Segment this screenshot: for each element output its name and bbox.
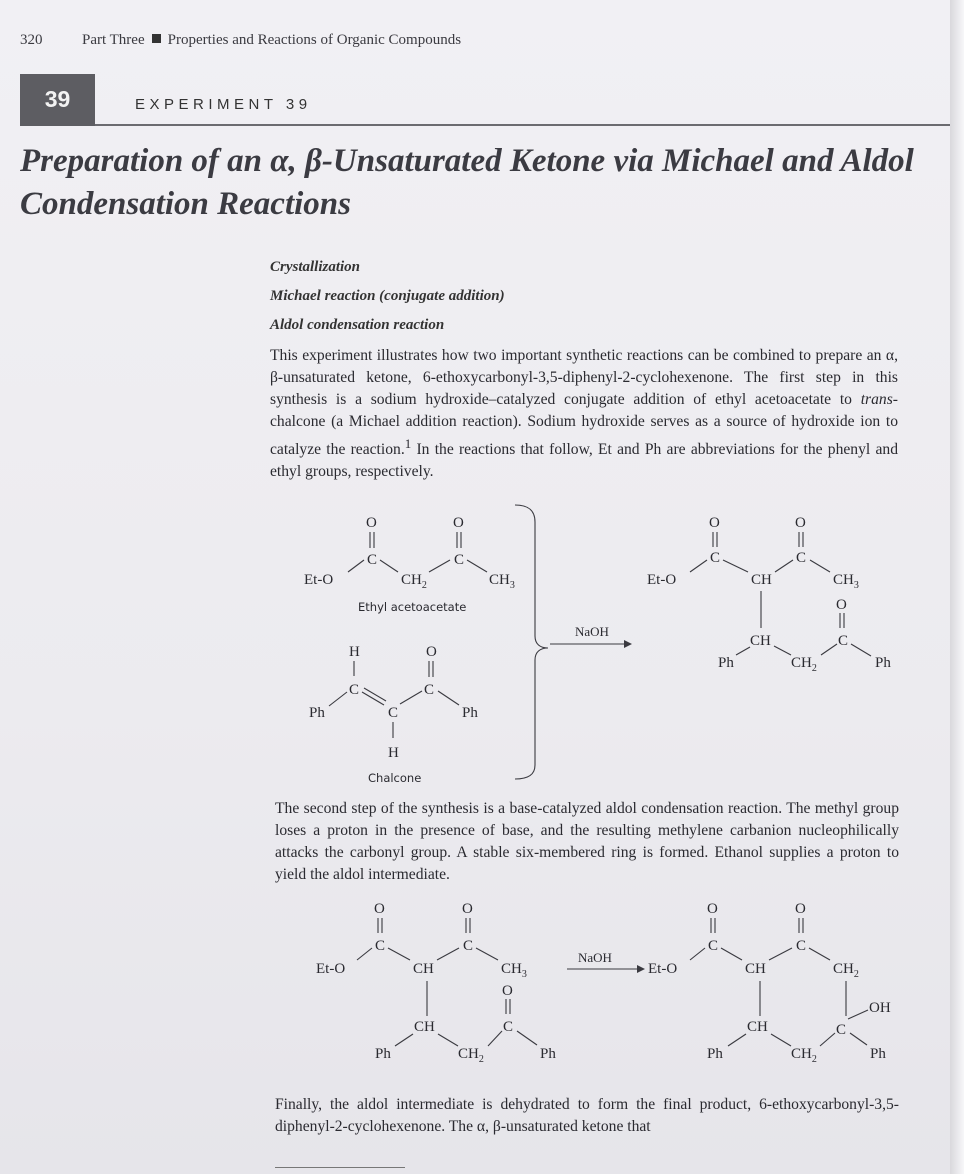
dehydration-paragraph: Finally, the aldol intermediate is dehydrated to form the final product, 6-ethoxycarbonyl-3,5-diphenyl-2-cyclohexenone. The α, β-unsaturated ketone that	[275, 1096, 899, 1135]
keyword-item: Aldol condensation reaction	[270, 317, 445, 333]
atom-label: O	[426, 644, 437, 660]
intro-text-1: This experiment illustrates how two important synthetic reactions can be combined to prepare an α, β-unsaturated ketone, 6-ethoxycarbonyl-3,5-diphenyl-2-cyclohexenone. The first step in this synthesis is a sodium hydroxide–catalyzed conjugate addition of ethyl acetoacetate to	[270, 347, 898, 408]
atom-label: CH	[745, 961, 766, 977]
reactant-bracket	[515, 505, 548, 779]
atom-label: O	[795, 901, 806, 917]
atom-label: $CH_3$	[501, 961, 527, 980]
atom-label: $CH_3$	[489, 572, 515, 591]
atom-label: CH	[747, 1019, 768, 1035]
chalcone-label: Chalcone	[368, 771, 422, 785]
naoh-label-2: NaOH	[578, 950, 612, 965]
atom-label: CH	[414, 1019, 435, 1035]
atom-label: C	[710, 550, 721, 566]
atom-label: Et-O	[647, 572, 677, 588]
atom-label: C	[708, 938, 719, 954]
atom-label: O	[462, 901, 473, 917]
atom-label: O	[709, 515, 720, 531]
keyword-item: Crystallization	[270, 259, 361, 275]
atom-label: O	[453, 515, 464, 531]
atom-label: C	[463, 938, 474, 954]
experiment-title: Preparation of an α, β-Unsaturated Ketone via Michael and Aldol Condensation Reactions	[20, 143, 914, 222]
atom-label: C	[454, 552, 465, 568]
atom-label: Et-O	[304, 572, 334, 588]
page-number: 320	[20, 32, 43, 48]
atom-label: CH	[750, 633, 771, 649]
atom-label: $CH_2$	[833, 961, 859, 980]
atom-label: Ph	[870, 1046, 886, 1062]
footnote-marker: 1	[404, 436, 412, 451]
atom-label: C	[388, 705, 399, 721]
atom-label: O	[366, 515, 377, 531]
atom-label: $CH_3$	[833, 572, 859, 591]
atom-label: Ph	[375, 1046, 391, 1062]
michael-adduct-structure-2	[316, 901, 556, 1065]
ethyl-acetoacetate-structure	[304, 515, 515, 614]
atom-label: CH	[413, 961, 434, 977]
atom-label: H	[388, 745, 399, 761]
experiment-number-badge: 39	[20, 74, 95, 126]
atom-label: $CH_2$	[791, 1046, 817, 1065]
ethyl-acetoacetate-label: Ethyl acetoacetate	[358, 600, 467, 614]
arrowhead-icon	[624, 640, 632, 648]
intro-text-3: In the reactions that follow, Et and Ph are abbreviations for the phenyl and ethyl groups, respectively.	[270, 441, 898, 481]
atom-label: C	[375, 938, 386, 954]
atom-label: CH	[751, 572, 772, 588]
arrowhead-icon	[637, 965, 645, 973]
atom-label: OH	[869, 1000, 891, 1016]
atom-label: Ph	[718, 655, 734, 671]
naoh-label: NaOH	[575, 624, 609, 639]
atom-label: Et-O	[316, 961, 346, 977]
atom-label: Ph	[875, 655, 891, 671]
atom-label: H	[349, 644, 360, 660]
atom-label: Ph	[707, 1046, 723, 1062]
chalcone-structure	[309, 644, 478, 785]
atom-label: C	[796, 550, 807, 566]
aldol-step-paragraph: The second step of the synthesis is a base-catalyzed aldol condensation reaction. The methyl group loses a proton in the presence of base, and the resulting methylene carbanion nucleophilically attacks the carbonyl group. A stable six-membered ring is formed. Ethanol supplies a proton to yield the aldol intermediate.	[275, 800, 899, 883]
experiment-label: EXPERIMENT 39	[135, 96, 312, 113]
atom-label: Ph	[309, 705, 325, 721]
atom-label: $CH_2$	[791, 655, 817, 674]
atom-label: C	[349, 682, 360, 698]
part-label: Part Three	[82, 32, 145, 48]
aldol-intermediate-structure	[648, 901, 891, 1065]
intro-italic-trans: trans	[860, 391, 893, 408]
atom-label: O	[502, 983, 513, 999]
atom-label: $CH_2$	[401, 572, 427, 591]
atom-label: Ph	[540, 1046, 556, 1062]
michael-adduct-structure	[647, 515, 891, 674]
atom-label: O	[795, 515, 806, 531]
atom-label: $CH_2$	[458, 1046, 484, 1065]
keyword-item: Michael reaction (conjugate addition)	[270, 288, 505, 304]
atom-label: C	[503, 1019, 514, 1035]
atom-label: C	[424, 682, 435, 698]
atom-label: O	[836, 597, 847, 613]
section-label: Properties and Reactions of Organic Compounds	[167, 32, 462, 48]
atom-label: C	[836, 1022, 847, 1038]
atom-label: O	[374, 901, 385, 917]
atom-label: C	[838, 633, 849, 649]
atom-label: Et-O	[648, 961, 678, 977]
atom-label: C	[367, 552, 378, 568]
intro-text-2: -chalcone (a Michael addition reaction). Sodium hydroxide serves as a source of hydroxide ion to catalyze the reaction.	[270, 391, 898, 459]
atom-label: C	[796, 938, 807, 954]
atom-label: Ph	[462, 705, 478, 721]
atom-label: O	[707, 901, 718, 917]
